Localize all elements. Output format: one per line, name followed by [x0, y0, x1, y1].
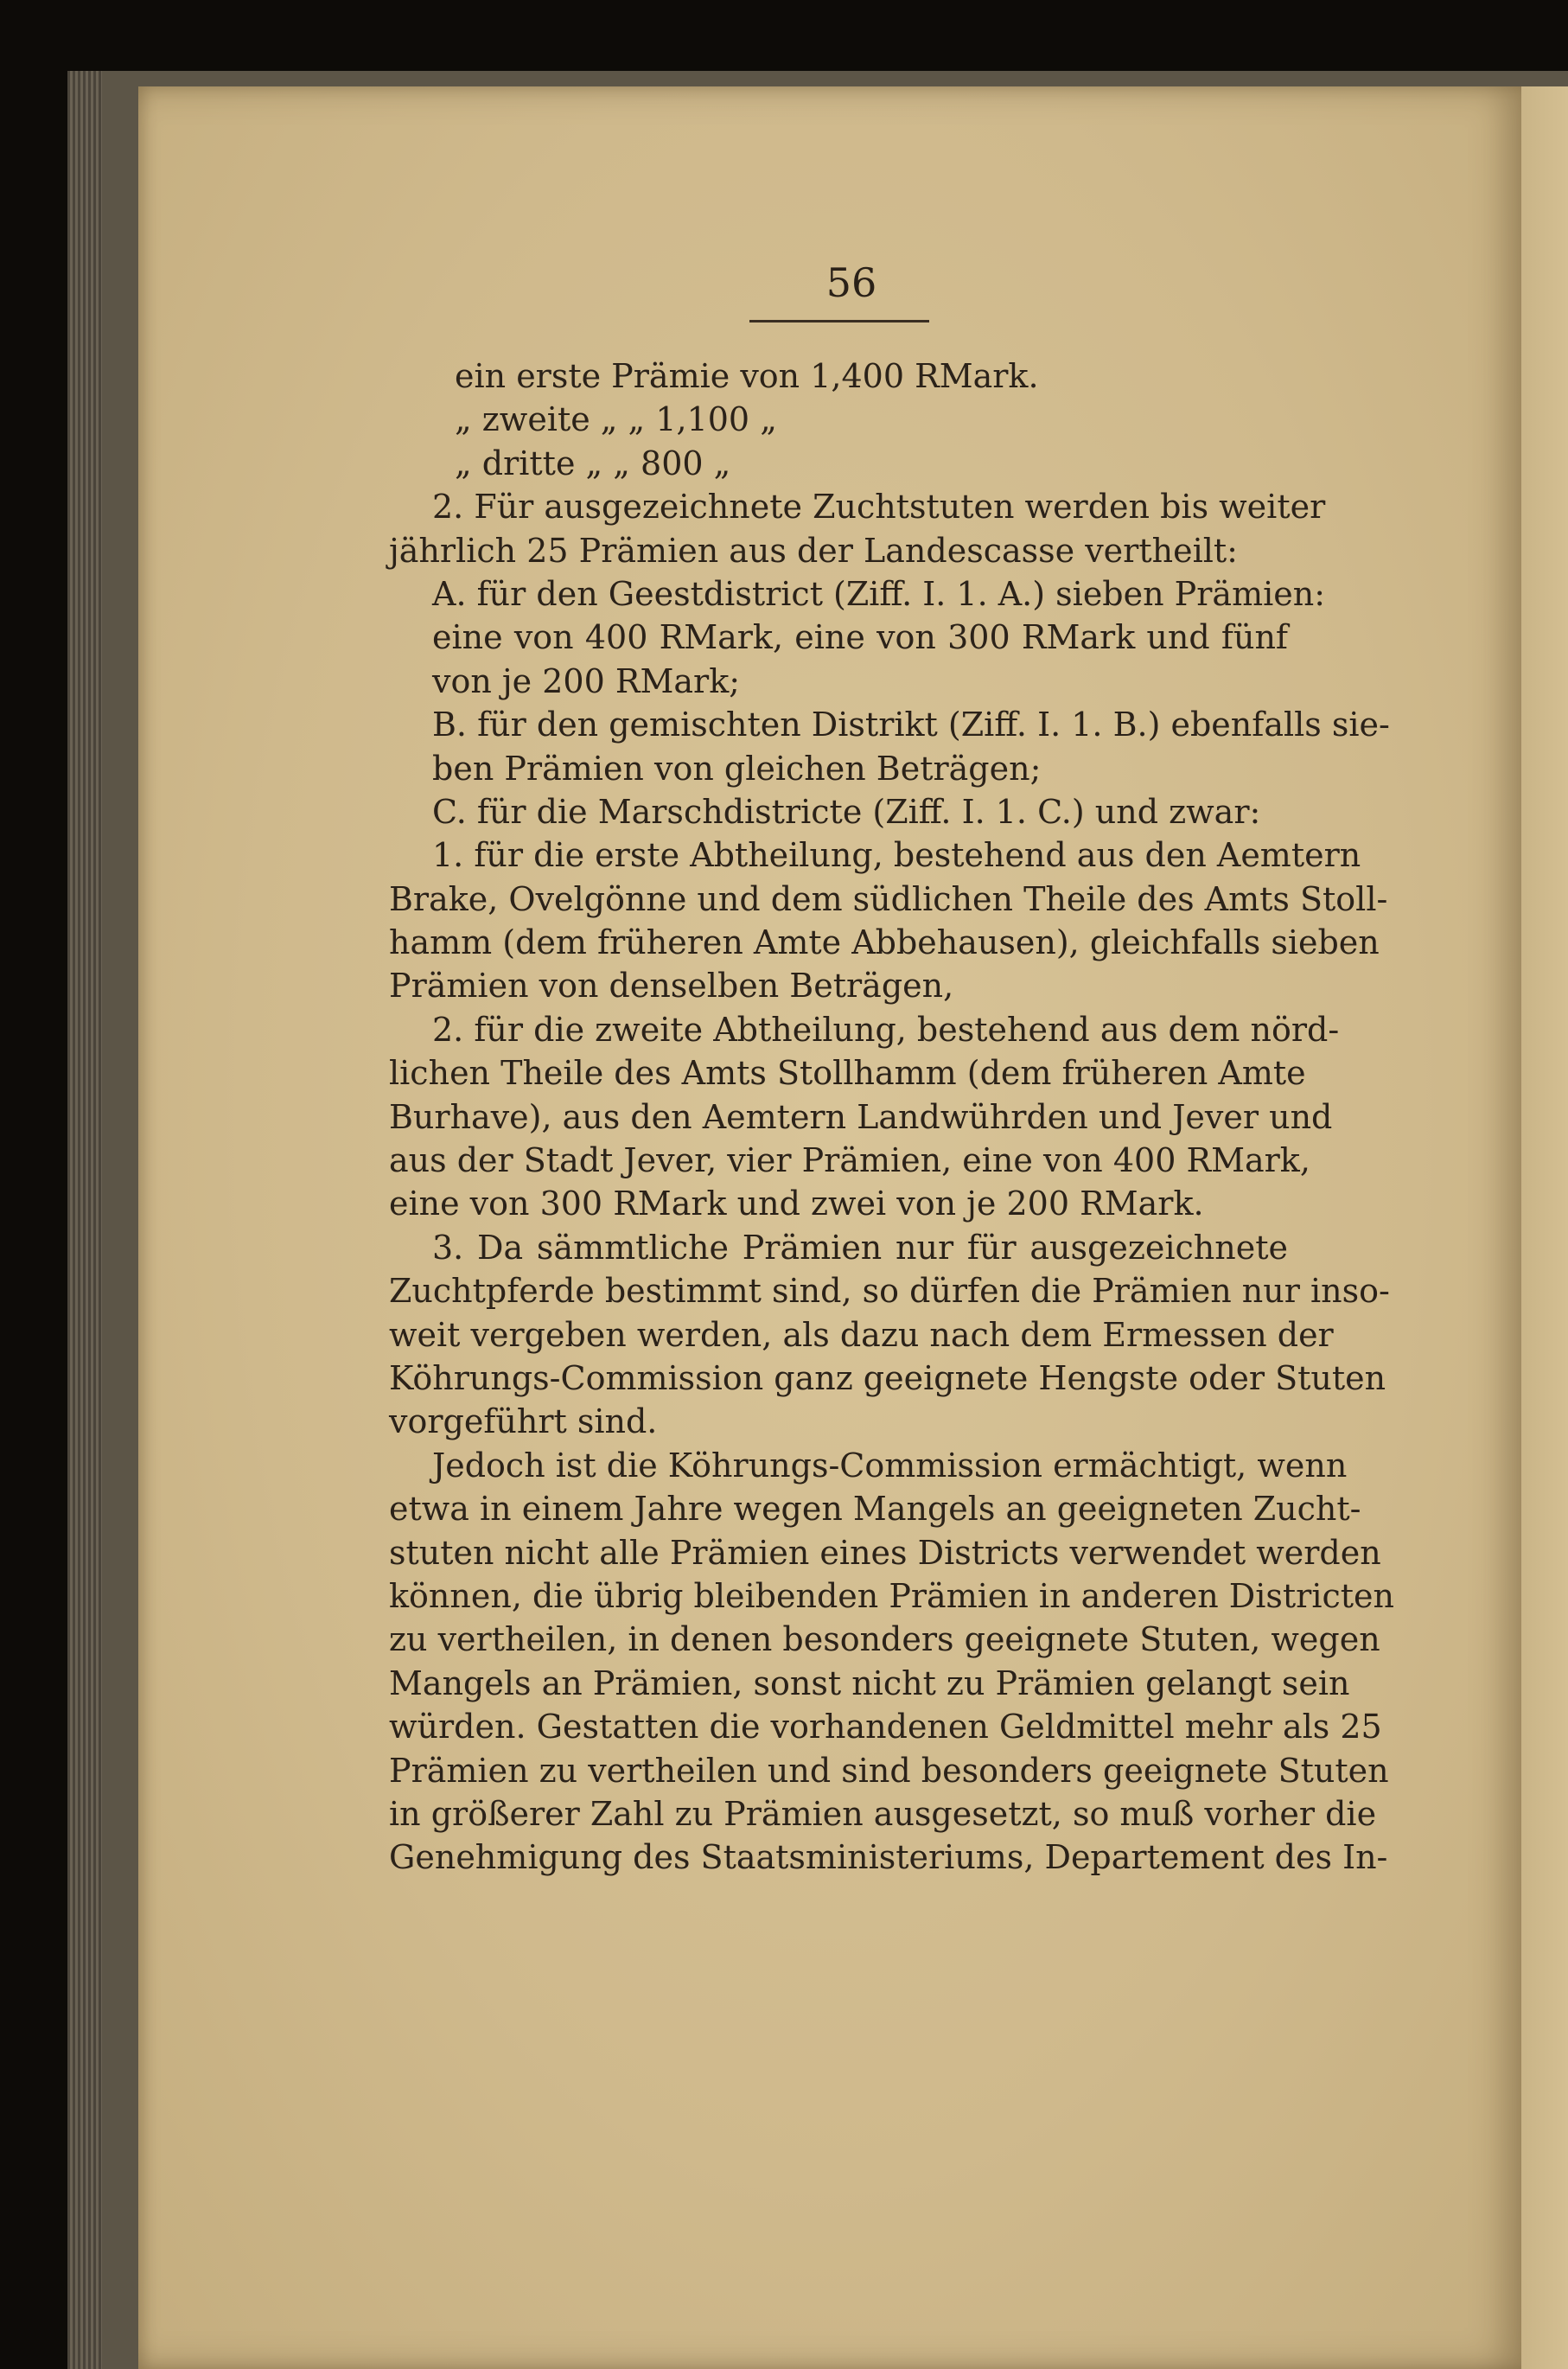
text-line: Prämien von denselben Beträgen, [389, 967, 954, 1006]
text-line: hamm (dem früheren Amte Abbehausen), gleichfalls sieben [389, 923, 1380, 962]
text-line: Mangels an Prämien, sonst nicht zu Prämien gelangt sein [389, 1663, 1350, 1702]
text-line: vorgeführt sind. [389, 1402, 658, 1441]
text-line: lichen Theile des Amts Stollhamm (dem früheren Amte [389, 1054, 1306, 1093]
text-line: eine von 400 RMark, eine von 300 RMark und fünf [432, 618, 1288, 657]
text-line: zu vertheilen, in denen besonders geeignete Stuten, wegen [389, 1620, 1380, 1659]
text-line: B. für den gemischten Distrikt (Ziff. I. 1. B.) ebenfalls sie- [432, 706, 1390, 744]
text-line: können, die übrig bleibenden Prämien in anderen Districten [389, 1576, 1395, 1615]
text-line: weit vergeben werden, als dazu nach dem Ermessen der [389, 1315, 1334, 1354]
text-line: aus der Stadt Jever, vier Prämien, eine von 400 RMark, [389, 1141, 1310, 1180]
text-line: 2. Für ausgezeichnete Zuchtstuten werden bis weiter [432, 488, 1326, 527]
text-line: Köhrungs-Commission ganz geeignete Hengste oder Stuten [389, 1358, 1386, 1397]
text-line: „ dritte „ „ 800 „ [455, 444, 731, 482]
text-line: stuten nicht alle Prämien eines Districts verwendet werden [389, 1533, 1381, 1572]
text-line: ein erste Prämie von 1,400 RMark. [455, 357, 1039, 395]
text-line: Genehmigung des Staatsministeriums, Departement des In- [389, 1838, 1388, 1877]
text-line: C. für die Marschdistricte (Ziff. I. 1. C.) und zwar: [432, 792, 1261, 831]
text-line: 3. Da sämmtliche Prämien nur für ausgezeichnete [432, 1228, 1288, 1267]
cover-binding [67, 71, 102, 2369]
text-line: jährlich 25 Prämien aus der Landescasse vertheilt: [389, 531, 1238, 570]
text-line: Zuchtpferde bestimmt sind, so dürfen die Prämien nur inso- [389, 1272, 1390, 1311]
text-line: Prämien zu vertheilen und sind besonders geeignete Stuten [389, 1751, 1389, 1790]
text-line: Brake, Ovelgönne und dem südlichen Theile des Amts Stoll- [389, 879, 1388, 918]
text-line: Burhave), aus den Aemtern Landwührden und Jever und [389, 1097, 1333, 1136]
text-line: 2. für die zweite Abtheilung, bestehend aus dem nörd- [432, 1010, 1340, 1049]
header-rule [749, 320, 929, 322]
text-line: von je 200 RMark; [432, 661, 741, 700]
text-line: Jedoch ist die Köhrungs-Commission ermächtigt, wenn [432, 1446, 1348, 1485]
text-line: in größerer Zahl zu Prämien ausgesetzt, so muß vorher die [389, 1794, 1377, 1833]
text-line: A. für den Geestdistrict (Ziff. I. 1. A.) sieben Prämien: [432, 574, 1326, 613]
text-line: eine von 300 RMark und zwei von je 200 RMark. [389, 1184, 1204, 1223]
body-text [389, 354, 1395, 1880]
text-line: würden. Gestatten die vorhandenen Geldmittel mehr als 25 [389, 1708, 1382, 1746]
text-line: 1. für die erste Abtheilung, bestehend aus den Aemtern [432, 836, 1361, 875]
page-number: 56 [825, 259, 877, 306]
text-line: etwa in einem Jahre wegen Mangels an geeigneten Zucht- [389, 1490, 1361, 1529]
text-line: ben Prämien von gleichen Beträgen; [432, 749, 1042, 788]
text-line: „ zweite „ „ 1,100 „ [455, 400, 777, 439]
